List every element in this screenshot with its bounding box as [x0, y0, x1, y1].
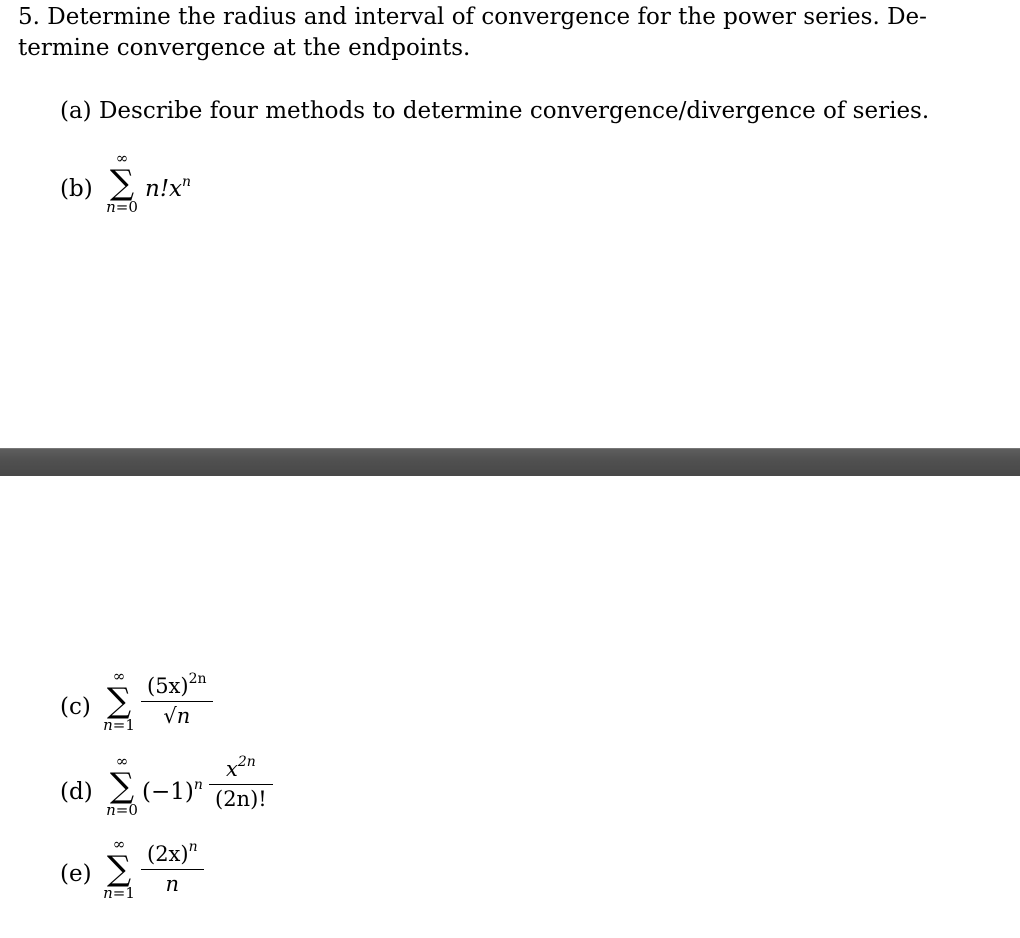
part-c-upper-limit: ∞: [112, 667, 126, 685]
part-d-fraction: [212, 754, 270, 811]
part-d-lower-limit: n=0: [106, 801, 138, 819]
part-b-term: $n!x^n$: [145, 174, 192, 202]
part-e-lower-limit: n=1: [103, 884, 135, 902]
part-b-lower-limit: n=0: [106, 198, 138, 216]
part-d-label: (d): [60, 779, 93, 805]
sigma-icon: ∑: [109, 163, 135, 203]
part-d-denominator: (2n)!: [209, 784, 273, 810]
part-e-fraction: [144, 839, 201, 896]
problem-statement-line-2: termine convergence at the endpoints.: [18, 35, 471, 61]
page-bottom: [0, 476, 1020, 938]
part-d-summation: [102, 754, 142, 818]
sigma-icon: ∑: [109, 766, 135, 806]
problem-number: 5.: [18, 4, 40, 30]
part-c-lower-limit: n=1: [103, 716, 135, 734]
part-a-text: Describe four methods to determine convergence/divergence of series.: [98, 98, 930, 124]
part-a-label: (a): [60, 98, 92, 124]
sigma-icon: ∑: [106, 681, 132, 721]
page-divider: [0, 448, 1020, 477]
part-c-label: (c): [60, 694, 91, 720]
part-e-denominator: n: [141, 869, 204, 895]
sigma-icon: ∑: [106, 849, 132, 889]
part-b-upper-limit: ∞: [115, 149, 129, 167]
part-e-summation: [99, 837, 139, 901]
problem-statement-line-1: [18, 6, 927, 29]
part-e-label: (e): [60, 861, 92, 887]
part-b-summation: [102, 151, 142, 215]
problem-text-1: Determine the radius and interval of convergence for the power series. De-: [47, 4, 927, 30]
part-c-summation: [99, 669, 139, 733]
part-e-upper-limit: ∞: [112, 835, 126, 853]
part-c-numerator: $(5x)^{2n}$: [147, 671, 207, 698]
part-b-label: (b): [60, 176, 93, 202]
part-c-fraction: [144, 671, 210, 728]
part-a: [60, 100, 929, 123]
part-e-numerator: $(2x)^n$: [147, 839, 198, 866]
page-top: [0, 0, 1020, 448]
part-d-numerator: $x^{2n}$: [225, 754, 256, 781]
part-d-factor: $(-1)^n$: [142, 777, 203, 805]
part-d-upper-limit: ∞: [115, 752, 129, 770]
part-c-denominator: √n: [141, 701, 213, 727]
